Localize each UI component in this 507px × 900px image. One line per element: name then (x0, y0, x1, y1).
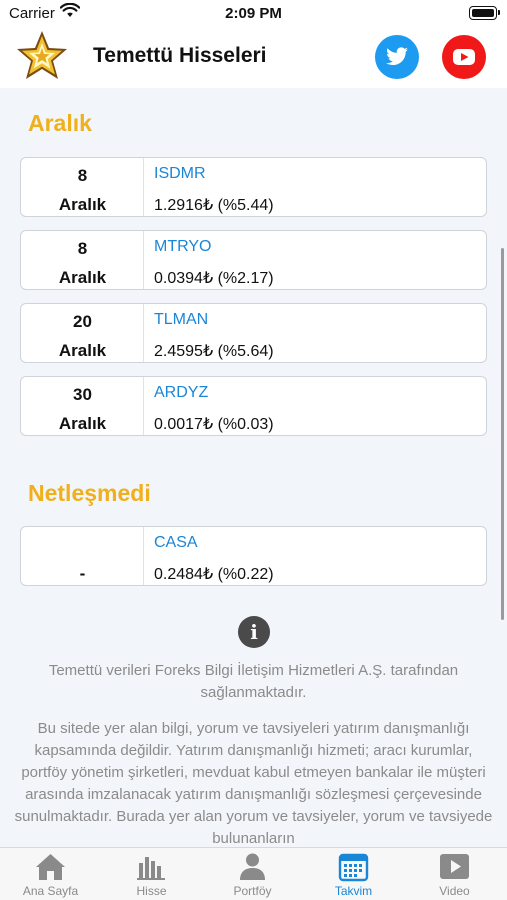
dividend-amount: 0.0394₺ (%2.17) (154, 270, 274, 287)
battery-icon (469, 6, 497, 20)
date-month: - (79, 564, 86, 583)
data-source-note: Temettü verileri Foreks Bilgi İletişim Hizmetleri A.Ş. tarafından sağlanmaktadır. (48, 662, 459, 701)
tab-label: Ana Sayfa (22, 884, 79, 898)
tab-label: Video (439, 884, 470, 898)
dividend-calendar-list[interactable] (0, 88, 507, 847)
dividend-card-casa[interactable] (20, 526, 487, 586)
date-cell (21, 377, 144, 435)
section-title-aralik: Aralık (28, 110, 92, 136)
dividend-amount: 0.2484₺ (%0.22) (154, 566, 274, 583)
app-header (0, 26, 507, 88)
youtube-button[interactable] (442, 35, 486, 79)
ticker-link[interactable]: ISDMR (154, 165, 206, 182)
ticker-link[interactable]: MTRYO (154, 238, 212, 255)
status-bar (0, 0, 507, 26)
date-day: 20 (73, 312, 92, 331)
date-cell (21, 158, 144, 216)
date-day: 8 (77, 239, 88, 258)
dividend-amount: 0.0017₺ (%0.03) (154, 416, 274, 433)
date-day: 30 (73, 385, 92, 404)
tab-hisse[interactable] (101, 848, 202, 900)
date-month: Aralık (58, 195, 107, 214)
dividend-card-mtryo[interactable] (20, 230, 487, 290)
info-icon: i (238, 616, 270, 648)
tab-label: Portföy (233, 884, 272, 898)
date-day: 8 (77, 166, 88, 185)
tab-label: Hisse (136, 884, 167, 898)
tab-bar (0, 847, 507, 900)
home-icon (34, 851, 67, 883)
twitter-bird-icon (375, 35, 419, 79)
youtube-play-icon (442, 35, 486, 79)
date-month: Aralık (58, 414, 107, 433)
ticker-link[interactable]: ARDYZ (154, 384, 209, 401)
star-logo-icon (14, 28, 70, 84)
ticker-link[interactable]: TLMAN (154, 311, 209, 328)
tab-takvim[interactable] (303, 848, 404, 900)
status-time: 2:09 PM (225, 5, 282, 22)
date-month: Aralık (58, 341, 107, 360)
tab-video[interactable] (404, 848, 505, 900)
scrollbar[interactable] (501, 248, 504, 620)
tab-portfoy[interactable] (202, 848, 303, 900)
carrier-label: Carrier (9, 5, 55, 22)
date-cell (21, 527, 144, 585)
dividend-card-tlman[interactable] (20, 303, 487, 363)
date-cell (21, 231, 144, 289)
calendar-icon (337, 851, 370, 883)
tab-label: Takvim (334, 884, 373, 898)
play-icon (438, 851, 471, 883)
tab-ana-sayfa[interactable] (0, 848, 101, 900)
date-month: Aralık (58, 268, 107, 287)
legal-disclaimer: Bu sitede yer alan bilgi, yorum ve tavsiyeleri yatırım danışmanlığı kapsamında değildir. Yatırım danışmanlığı hizmeti; aracı kurumlar, portföy yönetim şirketleri, mevduat kabul etmeyen bankalar ile müşteri arasında imzalanacak yatırım danışmanlığı sözleşmesi çerçevesinde sunulmaktadır. Burada yer alan yorum ve tavsiyeler, yorum ve tavsiyede bulunanların (14, 720, 493, 847)
person-icon (236, 851, 269, 883)
section-title-netlesmedi: Netleşmedi (28, 480, 151, 506)
twitter-button[interactable] (375, 35, 419, 79)
ticker-link[interactable]: CASA (154, 534, 198, 551)
dividend-card-isdmr[interactable] (20, 157, 487, 217)
dividend-card-ardyz[interactable] (20, 376, 487, 436)
bar-chart-icon (135, 851, 168, 883)
dividend-amount: 1.2916₺ (%5.44) (154, 197, 274, 214)
page-title: Temettü Hisseleri (93, 44, 267, 67)
date-cell (21, 304, 144, 362)
dividend-amount: 2.4595₺ (%5.64) (154, 343, 274, 360)
